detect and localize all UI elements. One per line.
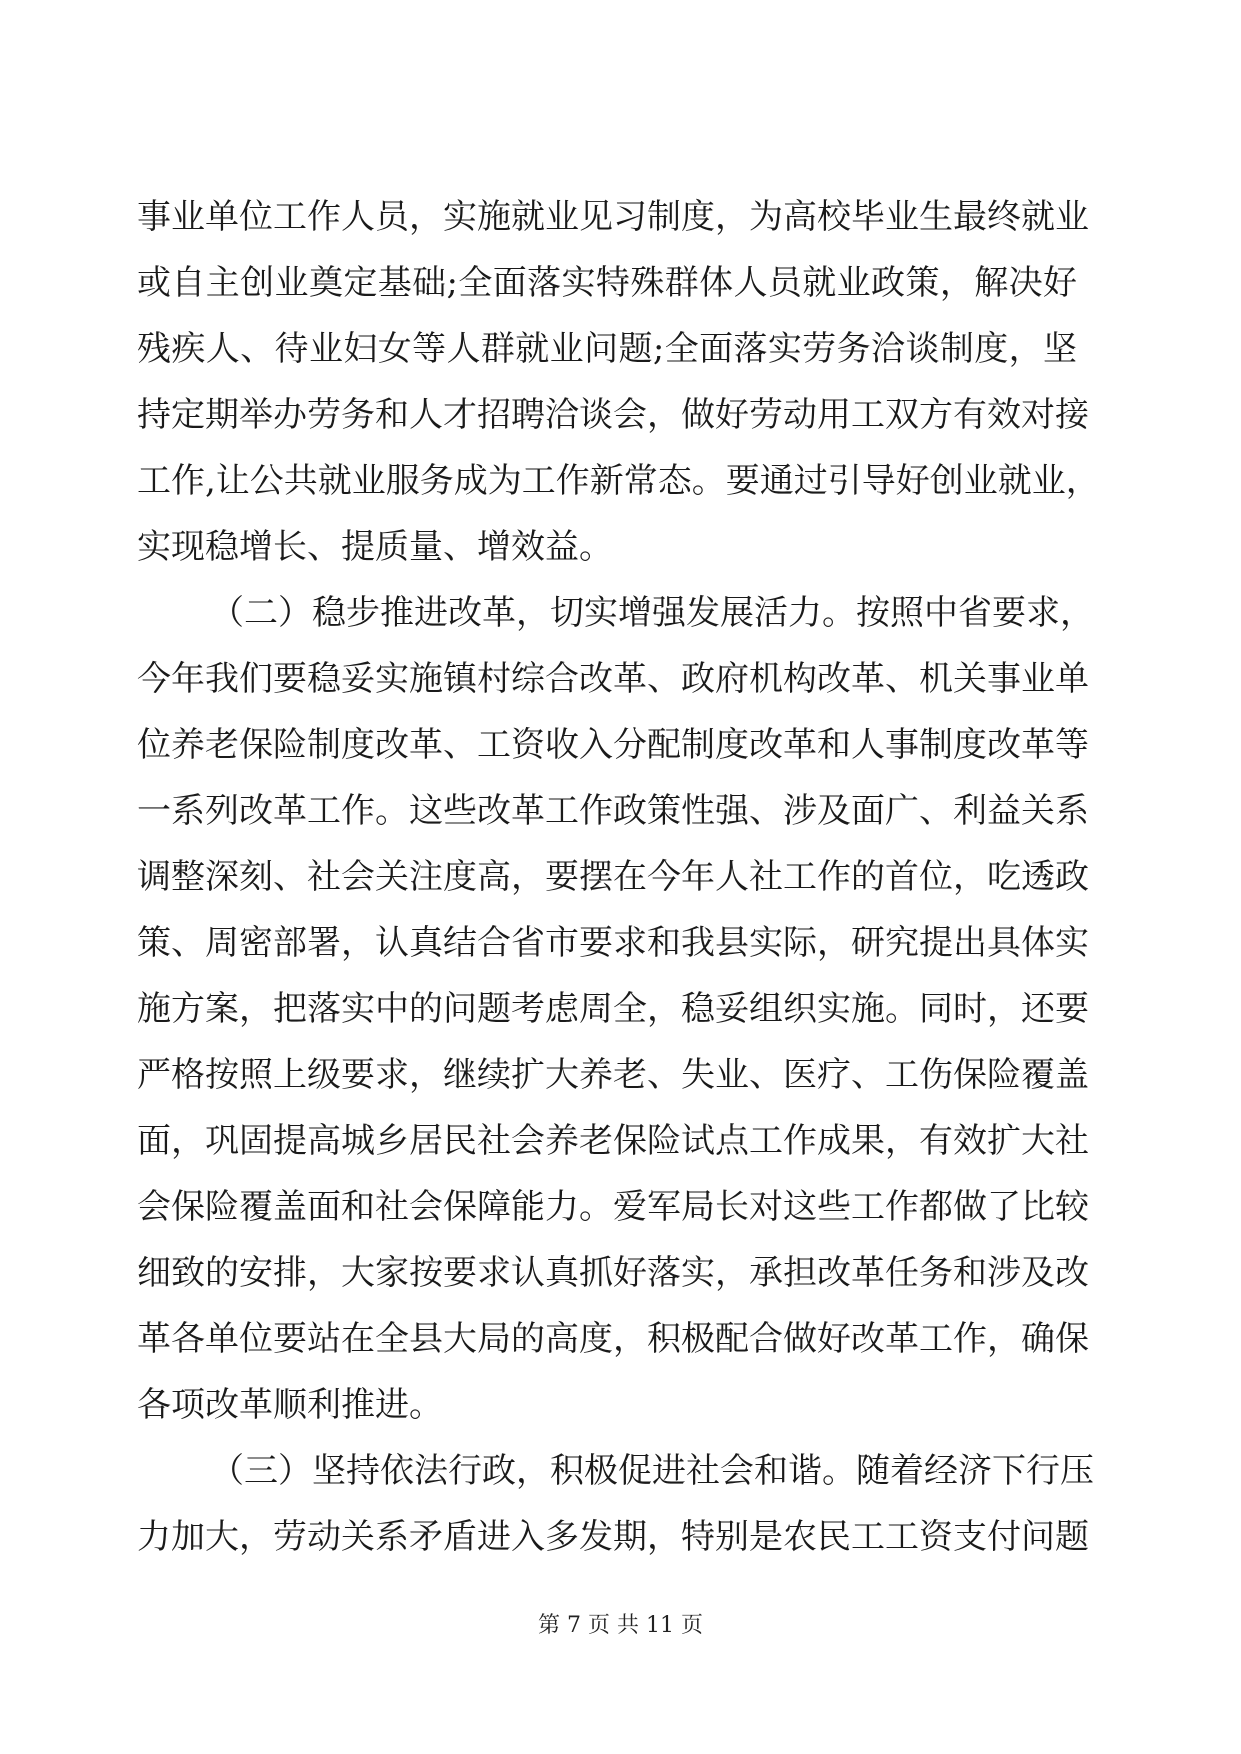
text-line: 会保险覆盖面和社会保障能力。爱军局长对这些工作都做了比较	[137, 1187, 1089, 1227]
text-line: 今年我们要稳妥实施镇村综合改革、政府机构改革、机关事业单	[137, 659, 1089, 699]
text-line: 工作,让公共就业服务成为工作新常态。要通过引导好创业就业，	[137, 461, 1100, 501]
text-line: 策、周密部署，认真结合省市要求和我县实际，研究提出具体实	[137, 923, 1089, 963]
text-line: 事业单位工作人员，实施就业见习制度，为高校毕业生最终就业	[137, 197, 1089, 237]
text-line: 调整深刻、社会关注度高，要摆在今年人社工作的首位，吃透政	[137, 857, 1089, 897]
text-line: 面，巩固提高城乡居民社会养老保险试点工作成果，有效扩大社	[137, 1121, 1089, 1161]
text-line: 实现稳增长、提质量、增效益。	[137, 527, 613, 567]
text-line: 位养老保险制度改革、工资收入分配制度改革和人事制度改革等	[137, 725, 1089, 765]
text-line: 持定期举办劳务和人才招聘洽谈会，做好劳动用工双方有效对接	[137, 395, 1089, 435]
text-line: 施方案，把落实中的问题考虑周全，稳妥组织实施。同时，还要	[137, 989, 1089, 1029]
text-line: 细致的安排，大家按要求认真抓好落实，承担改革任务和涉及改	[137, 1253, 1089, 1293]
page-number-footer: 第 7 页 共 11 页	[538, 1613, 703, 1638]
text-line: 或自主创业奠定基础;全面落实特殊群体人员就业政策，解决好	[137, 263, 1077, 303]
text-line: 力加大，劳动关系矛盾进入多发期，特别是农民工工资支付问题	[137, 1517, 1089, 1557]
text-line: 严格按照上级要求，继续扩大养老、失业、医疗、工伤保险覆盖	[137, 1055, 1089, 1095]
text-line: 各项改革顺利推进。	[137, 1385, 443, 1425]
text-line: 一系列改革工作。这些改革工作政策性强、涉及面广、利益关系	[137, 791, 1089, 831]
text-line: 残疾人、待业妇女等人群就业问题;全面落实劳务洽谈制度，坚	[137, 329, 1077, 369]
section-heading-line: （三）坚持依法行政，积极促进社会和谐。随着经济下行压	[210, 1451, 1094, 1491]
section-heading-line: （二）稳步推进改革，切实增强发展活力。按照中省要求，	[210, 593, 1094, 633]
text-line: 革各单位要站在全县大局的高度，积极配合做好改革工作，确保	[137, 1319, 1089, 1359]
